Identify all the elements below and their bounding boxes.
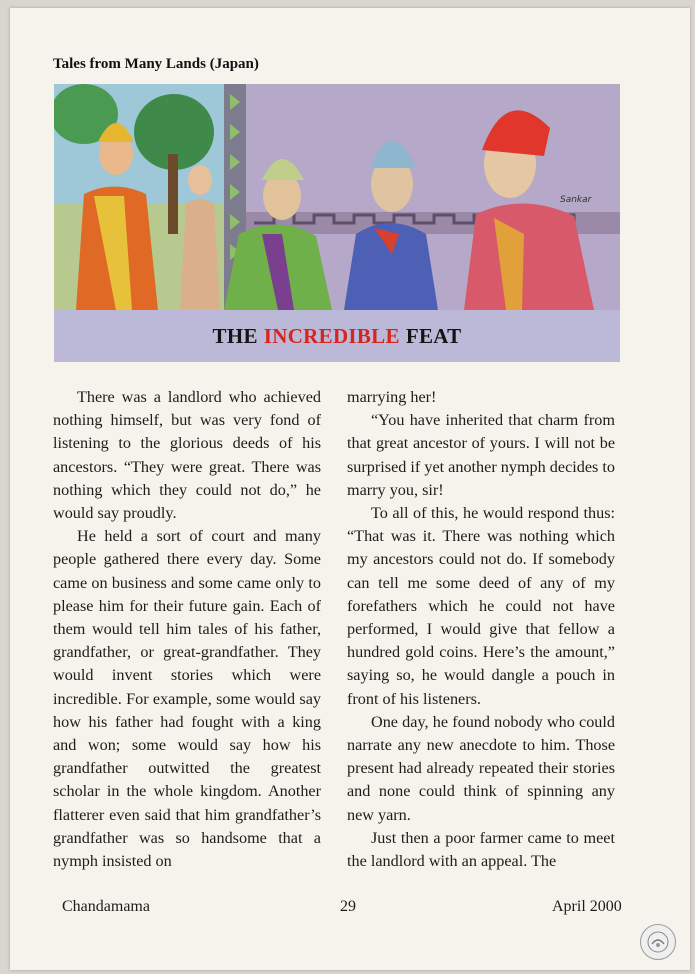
paragraph: “You have inherited that charm from that great ancestor of yours. I will not be surprised if yet another nymph decides to marry you, sir!	[347, 411, 615, 499]
illustration-art	[54, 84, 620, 310]
paragraph: To all of this, he would respond thus: “That was it. There was nothing which my ancestors could not do. If somebody can tell me some deed of any of my forefathers which he could not have performed, I would give that fellow a hundred gold coins. Here’s the amount,” saying so, he would dangle a pouch in front of his listeners.	[347, 504, 615, 708]
left-column	[53, 386, 321, 873]
paragraph: There was a landlord who achieved nothing himself, but was very fond of listening to the glorious deeds of his ancestors. “They were great. There was nothing which they could not do,” he would say proudly.	[53, 388, 321, 523]
paragraph-continuation: marrying her!	[347, 388, 437, 406]
series-title: Tales from Many Lands (Japan)	[53, 56, 259, 72]
scan-logo-icon	[640, 924, 676, 960]
issue-date: April 2000	[552, 898, 622, 915]
title-word-incredible: INCREDIBLE	[263, 323, 400, 348]
magazine-name: Chandamama	[62, 898, 150, 915]
title-word-feat: FEAT	[405, 323, 462, 348]
paragraph: He held a sort of court and many people gathered there every day. Some came on business and some came only to please him for their future gain. Each of them would tell him tales of his father, grandfather, or great-grandfather. They would invent stories which were incredible. For example, some would say how his father had fought with a king and won; some would say how his grandfather outwitted the greatest scholar in the whole kingdom. Another flatterer even said that him grandfather’s grandfather was so handsome that a nymph insisted on	[53, 527, 321, 871]
right-column	[347, 386, 615, 873]
story-title	[54, 310, 620, 362]
page-number: 29	[340, 898, 356, 915]
story-illustration	[54, 84, 620, 310]
title-word-the: THE	[212, 323, 258, 348]
paragraph: One day, he found nobody who could narrate any new anecdote to him. Those present had already repeated their stories and none could think of spinning any new yarn.	[347, 712, 615, 824]
paragraph: Just then a poor farmer came to meet the landlord with an appeal. The	[347, 828, 615, 871]
artist-signature: Sankar	[560, 195, 592, 205]
